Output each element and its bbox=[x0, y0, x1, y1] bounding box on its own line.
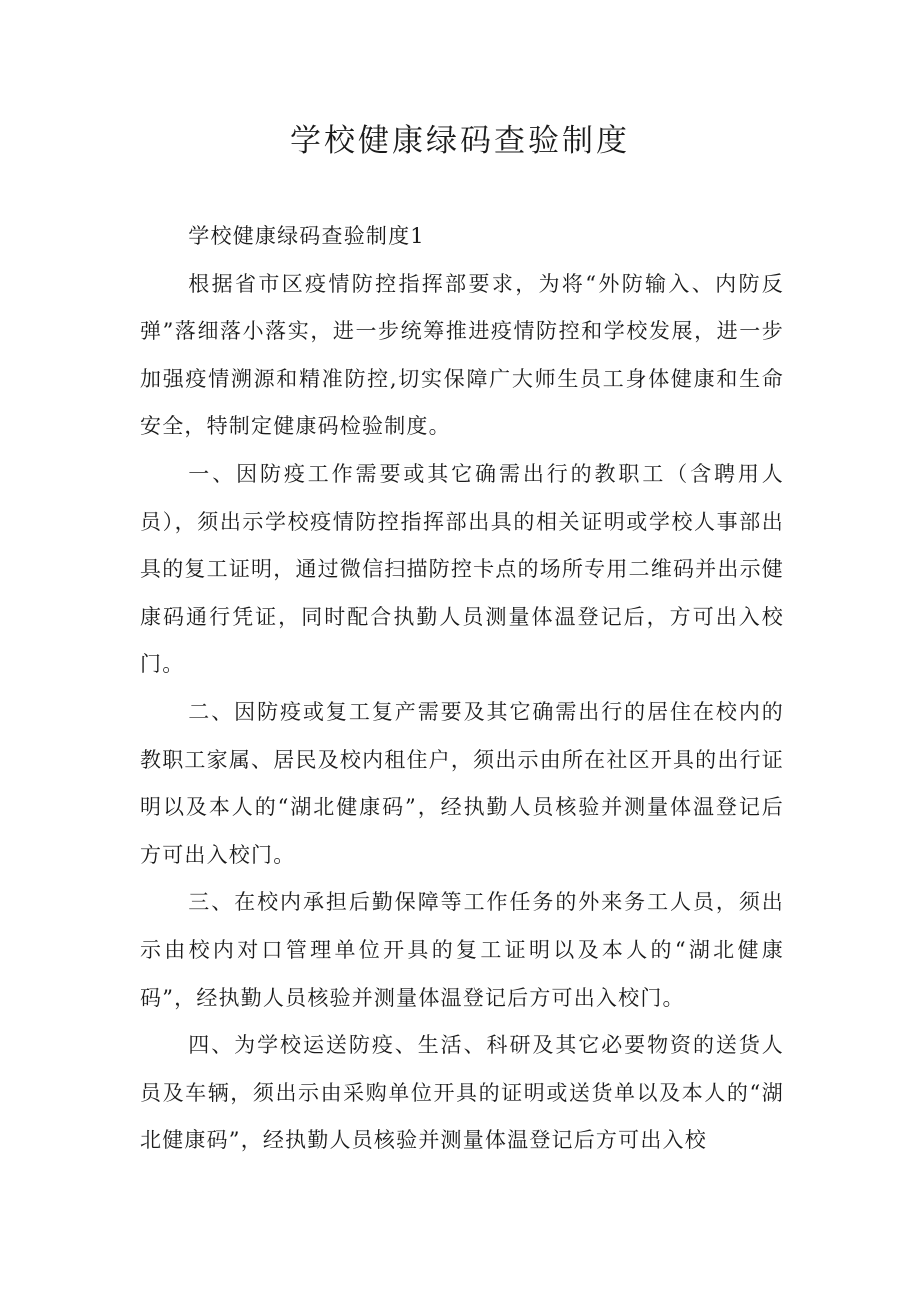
document-body bbox=[140, 213, 784, 1165]
paragraph-rule-4: 四、为学校运送防疫、生活、科研及其它必要物资的送货人员及车辆，须出示由采购单位开具的证明或送货单以及本人的“湖北健康码”，经执勤人员核验并测量体温登记后方可出入校 bbox=[140, 1033, 784, 1153]
paragraph-subtitle: 学校健康绿码查验制度1 bbox=[188, 224, 425, 248]
paragraph-rule-2: 二、因防疫或复工复产需要及其它确需出行的居住在校内的教职工家属、居民及校内租住户，须出示由所在社区开具的出行证明以及本人的“湖北健康码”，经执勤人员核验并测量体温登记后方可出入校门。 bbox=[140, 699, 784, 867]
document-title: 学校健康绿码查验制度 bbox=[290, 123, 630, 159]
paragraph-rule-1: 一、因防疫工作需要或其它确需出行的教职工（含聘用人员），须出示学校疫情防控指挥部出具的相关证明或学校人事部出具的复工证明，通过微信扫描防控卡点的场所专用二维码并出示健康码通行凭证，同时配合执勤人员测量体温登记后，方可出入校门。 bbox=[140, 461, 784, 677]
paragraph-intro: 根据省市区疫情防控指挥部要求，为将“外防输入、内防反弹”落细落小落实，进一步统筹推进疫情防控和学校发展，进一步加强疫情溯源和精准防控,切实保障广大师生员工身体健康和生命安全，特制定健康码检验制度。 bbox=[140, 271, 784, 439]
paragraph-rule-3: 三、在校内承担后勤保障等工作任务的外来务工人员，须出示由校内对口管理单位开具的复工证明以及本人的“湖北健康码”，经执勤人员核验并测量体温登记后方可出入校门。 bbox=[140, 890, 784, 1010]
